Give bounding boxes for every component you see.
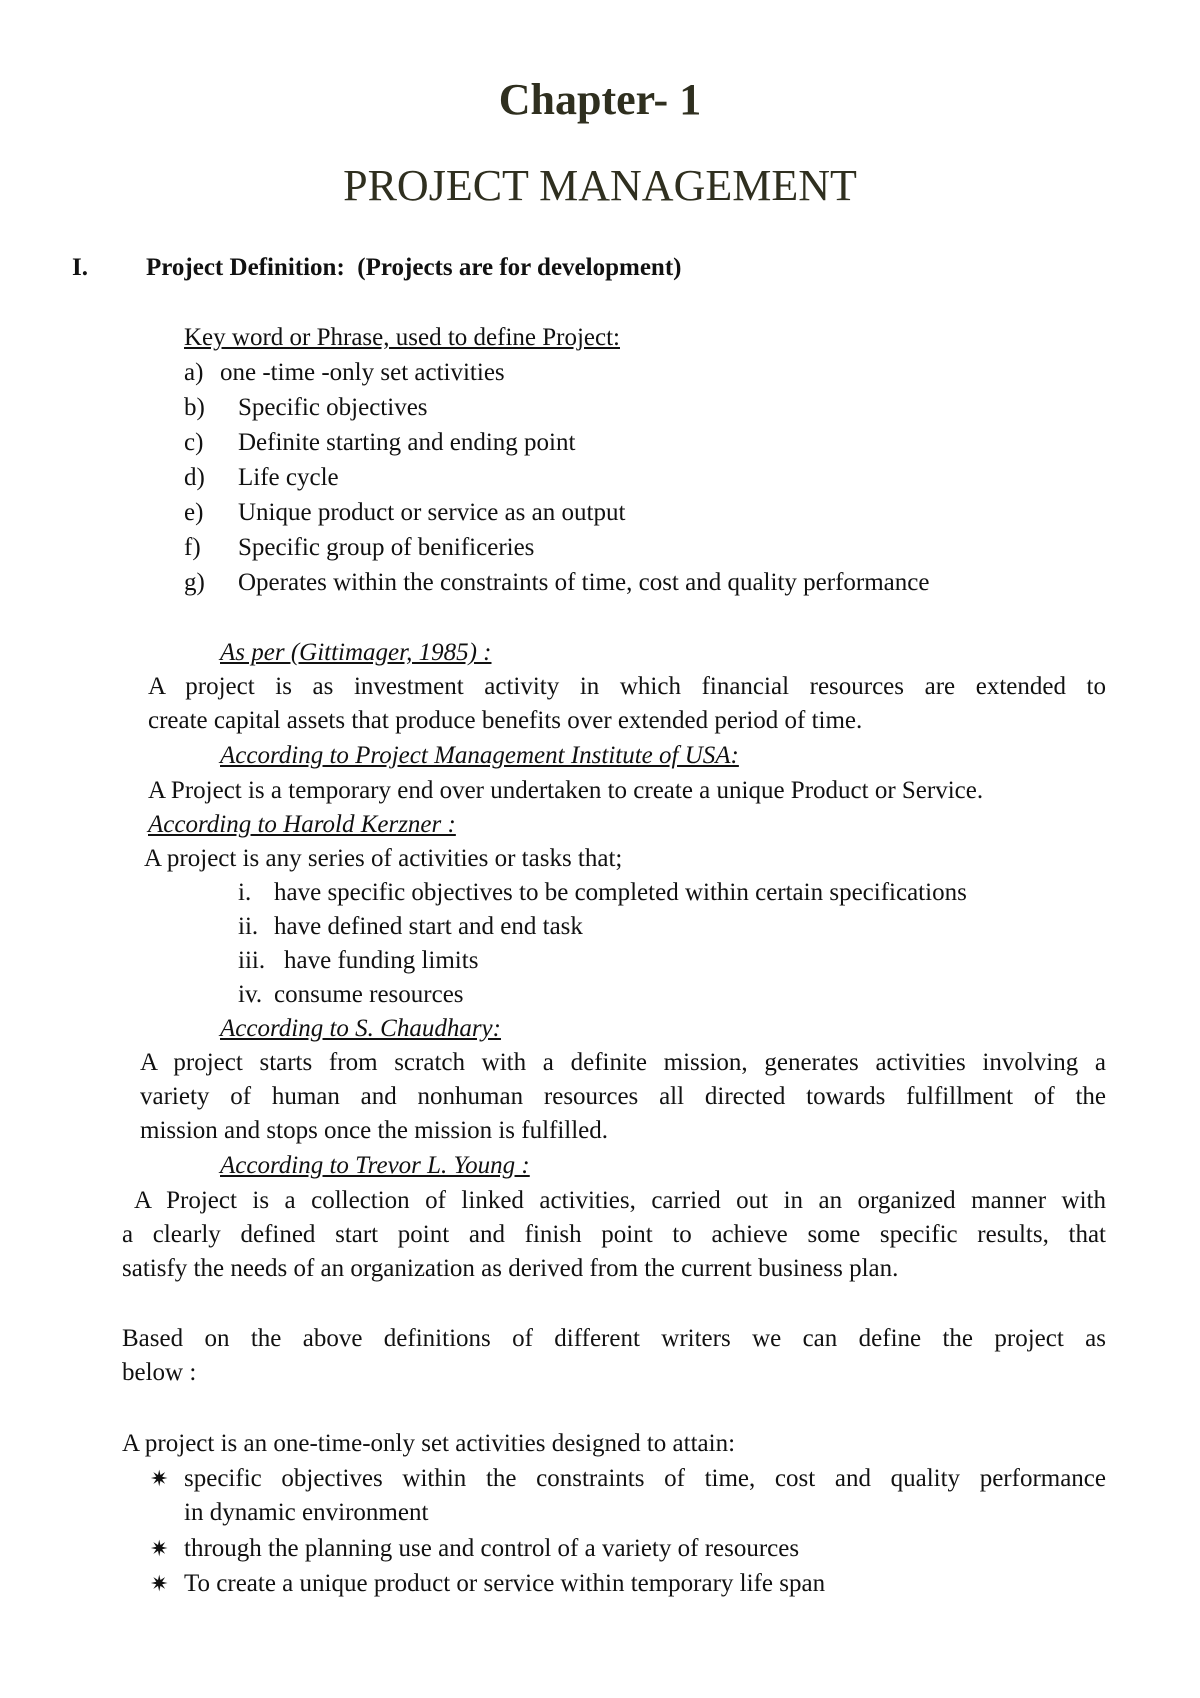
kerzner-item-3: have funding limits xyxy=(284,947,479,974)
source-chaudhary: According to S. Chaudhary: xyxy=(220,1015,501,1042)
source-kerzner: According to Harold Kerzner : xyxy=(148,811,456,838)
source-pmi: According to Project Management Institute of USA: xyxy=(220,742,739,769)
keyword-marker-c: c) xyxy=(184,429,204,456)
kerzner-marker-1: i. xyxy=(238,879,252,906)
bullet-star-icon: ✷ xyxy=(150,1466,169,1491)
kerzner-marker-4: iv. xyxy=(238,981,263,1008)
keyword-marker-a: a) xyxy=(184,359,204,386)
kerzner-item-4: consume resources xyxy=(274,981,464,1008)
summary-line-1: Based on the above definitions of different writers we can define the project as xyxy=(122,1325,1106,1352)
definition-chaudhary-line-1: A project starts from scratch with a definite mission, generates activities involving a xyxy=(140,1049,1106,1076)
keyword-marker-e: e) xyxy=(184,499,204,526)
keyword-marker-d: d) xyxy=(184,464,205,491)
definition-young-line-3: satisfy the needs of an organization as derived from the current business plan. xyxy=(122,1255,899,1282)
final-bullet-3: To create a unique product or service within temporary life span xyxy=(184,1570,826,1597)
keyword-item-b: Specific objectives xyxy=(238,394,428,421)
source-young: According to Trevor L. Young : xyxy=(220,1152,530,1179)
keyword-item-c: Definite starting and ending point xyxy=(238,429,576,456)
definition-young-line-1: A Project is a collection of linked activities, carried out in an organized manner with xyxy=(134,1187,1106,1214)
summary-line-2: below : xyxy=(122,1359,197,1386)
keyword-item-e: Unique product or service as an output xyxy=(238,499,626,526)
kerzner-item-1: have specific objectives to be completed within certain specifications xyxy=(274,879,967,906)
keyword-item-d: Life cycle xyxy=(238,464,339,491)
final-bullet-2: through the planning use and control of a variety of resources xyxy=(184,1535,800,1562)
bullet-star-icon: ✷ xyxy=(150,1536,169,1561)
keyword-marker-b: b) xyxy=(184,394,205,421)
keyword-item-f: Specific group of benificeries xyxy=(238,534,535,561)
page-title: PROJECT MANAGEMENT xyxy=(343,161,857,210)
final-definition-intro: A project is an one-time-only set activities designed to attain: xyxy=(122,1430,736,1457)
definition-chaudhary-line-2: variety of human and nonhuman resources all directed towards fulfillment of the xyxy=(140,1083,1106,1110)
section-number: I. xyxy=(72,254,88,281)
keyword-marker-g: g) xyxy=(184,569,205,596)
section-heading-text: Project Definition: xyxy=(146,254,345,281)
source-gittimager: As per (Gittimager, 1985) : xyxy=(220,639,492,666)
definition-pmi: A Project is a temporary end over undertaken to create a unique Product or Service. xyxy=(148,777,984,804)
section-heading xyxy=(146,251,681,285)
kerzner-item-2: have defined start and end task xyxy=(274,913,583,940)
section-heading-note: (Projects are for development) xyxy=(357,254,682,281)
keyword-marker-f: f) xyxy=(184,534,201,561)
chapter-heading: Chapter- 1 xyxy=(498,75,702,124)
definition-young-line-2: a clearly defined start point and finish point to achieve some specific results, that xyxy=(122,1221,1106,1248)
definition-gittimager-line-1: A project is as investment activity in which financial resources are extended to xyxy=(148,673,1106,700)
definition-kerzner-intro: A project is any series of activities or tasks that; xyxy=(144,845,623,872)
bullet-star-icon: ✷ xyxy=(150,1571,169,1596)
keyword-item-g: Operates within the constraints of time, cost and quality performance xyxy=(238,569,930,596)
kerzner-marker-2: ii. xyxy=(238,913,259,940)
keywords-intro: Key word or Phrase, used to define Project: xyxy=(184,324,620,351)
definition-chaudhary-line-3: mission and stops once the mission is fulfilled. xyxy=(140,1117,609,1144)
final-bullet-1-line-1: specific objectives within the constraints of time, cost and quality performance xyxy=(184,1465,1106,1492)
kerzner-marker-3: iii. xyxy=(238,947,266,974)
keyword-item-a: one -time -only set activities xyxy=(220,359,505,386)
definition-gittimager-line-2: create capital assets that produce benefits over extended period of time. xyxy=(148,707,863,734)
final-bullet-1-line-2: in dynamic environment xyxy=(184,1499,429,1526)
